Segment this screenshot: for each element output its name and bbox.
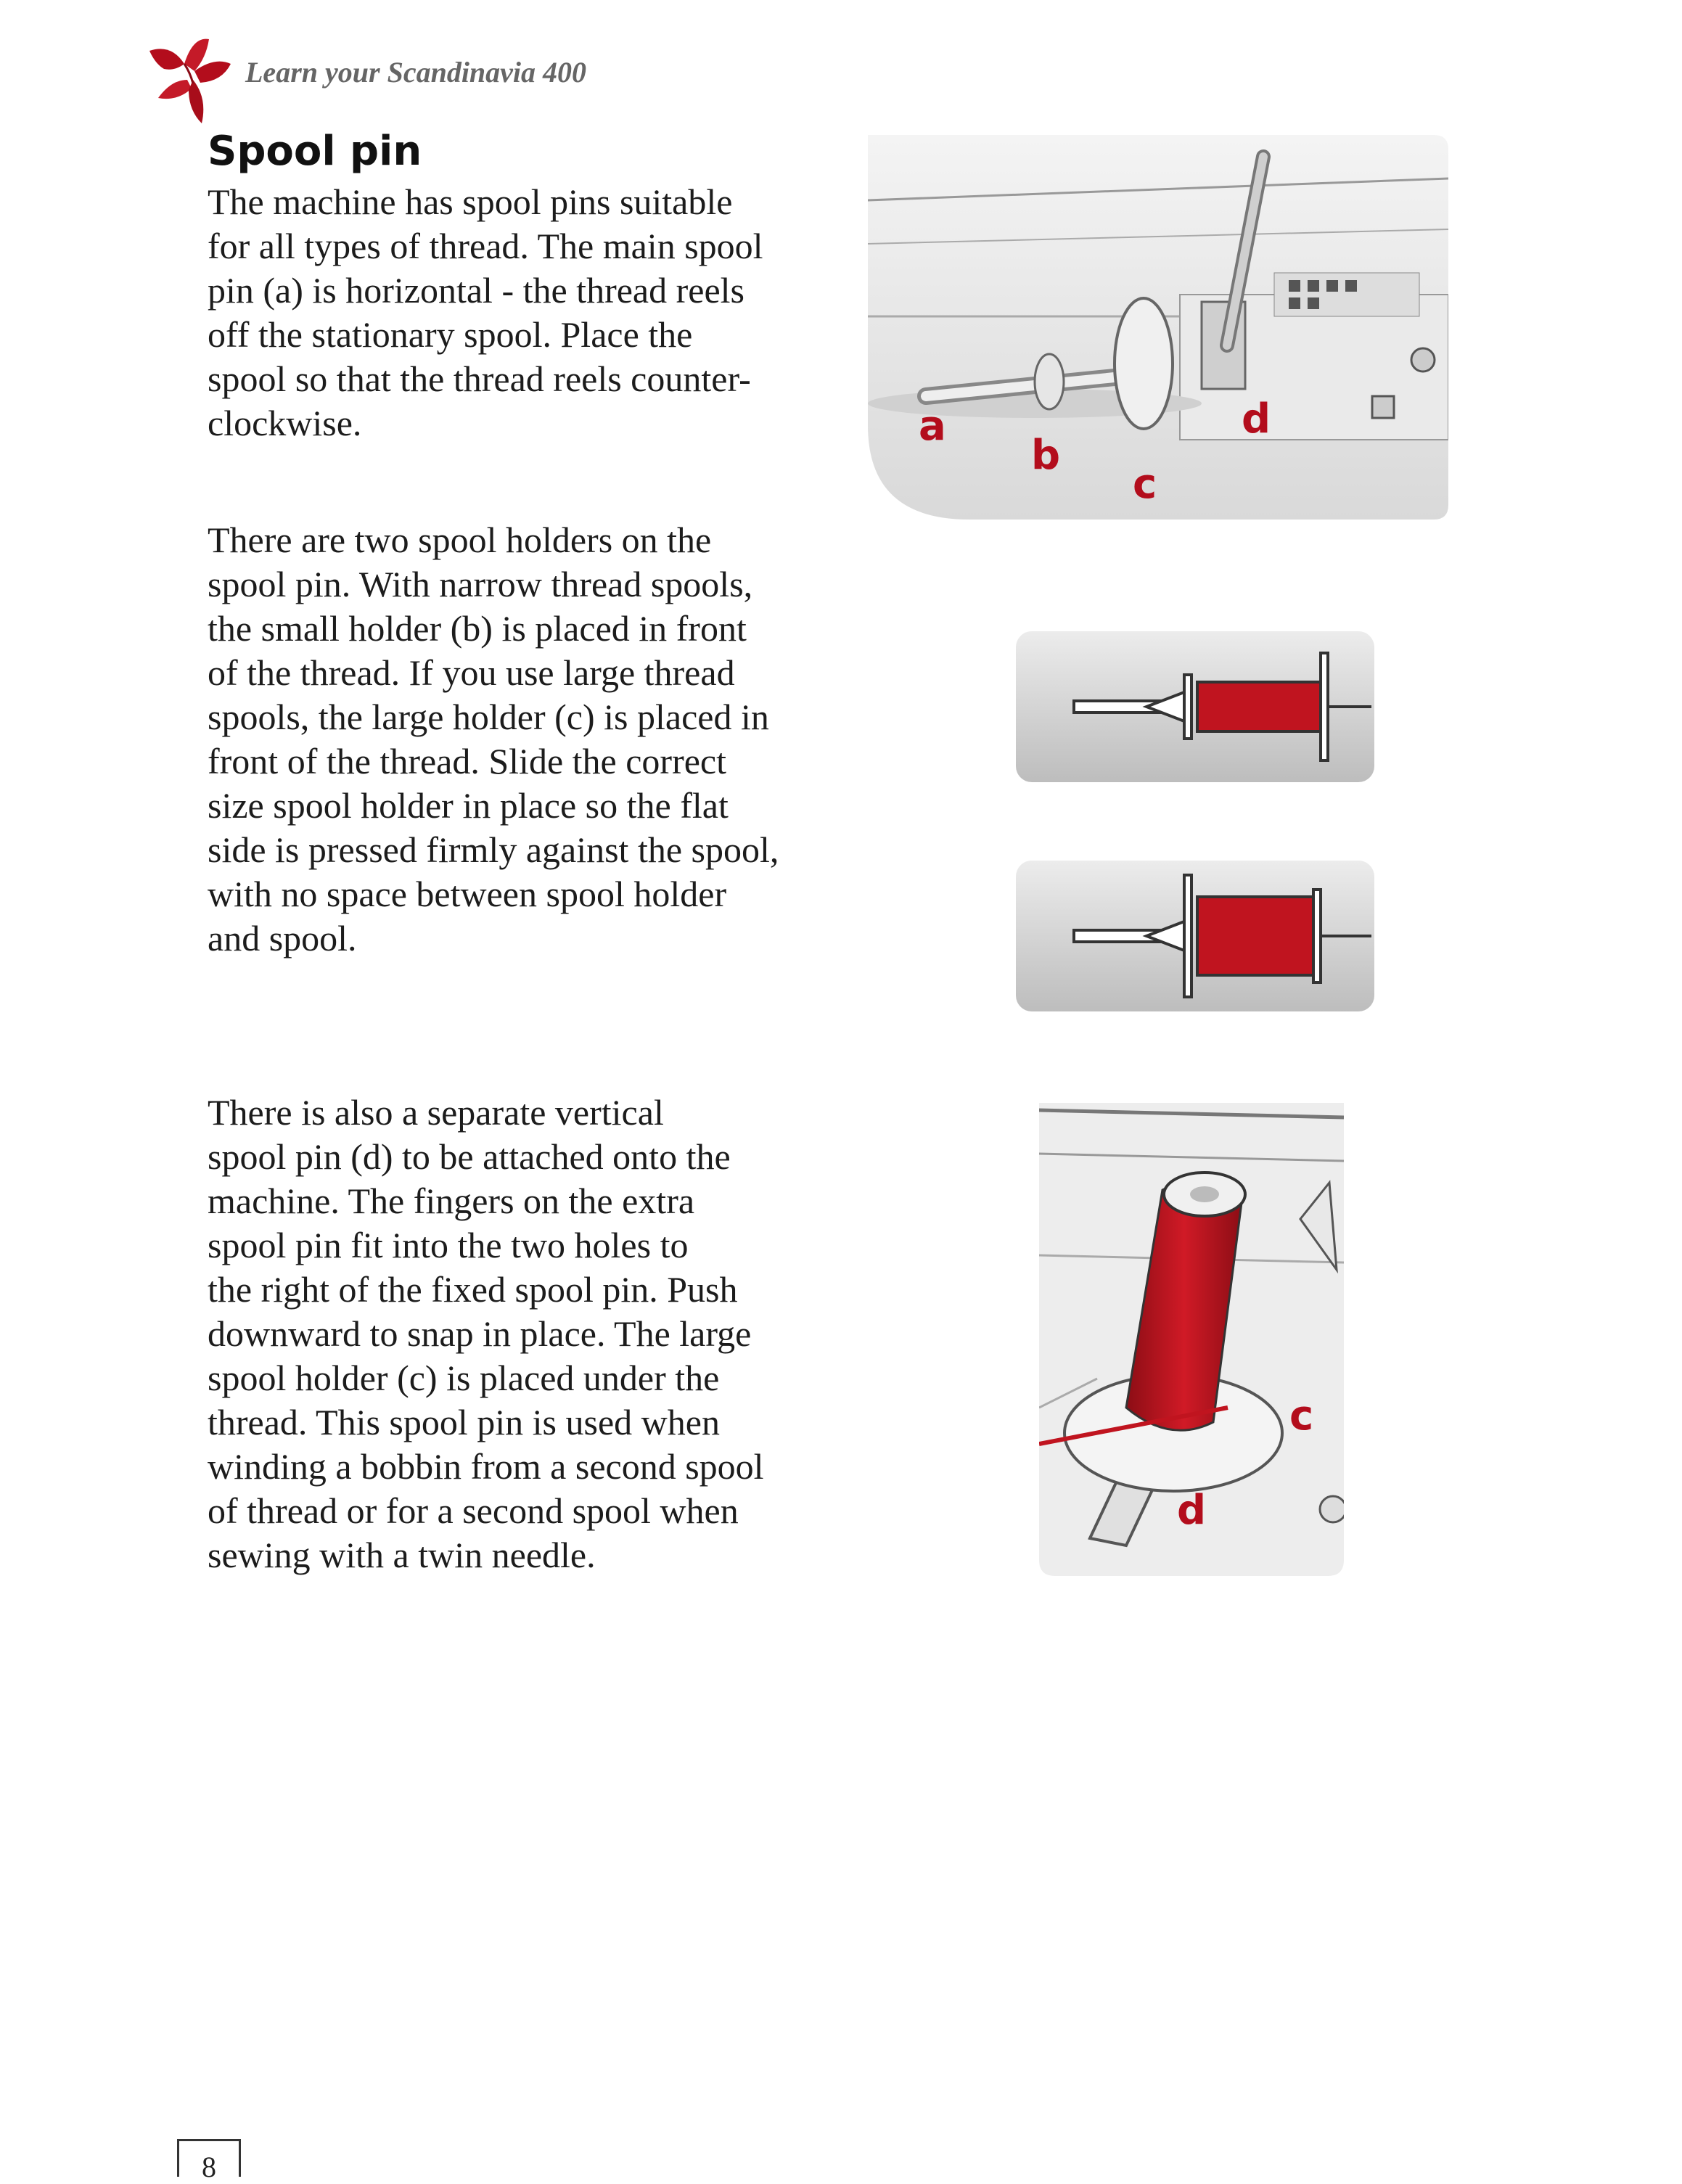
text-line: the right of the fixed spool pin. Push (208, 1269, 738, 1310)
callout-c: c (1133, 461, 1157, 508)
text-line: off the stationary spool. Place the (208, 314, 693, 355)
header-title: Learn your Scandinavia 400 (245, 56, 587, 89)
page-number-box (177, 2139, 241, 2183)
callout-d: d (1242, 395, 1271, 443)
text-line: winding a bobbin from a second spool (208, 1446, 764, 1487)
text-line: thread. This spool pin is used when (208, 1402, 720, 1442)
callout-b: b (1031, 432, 1061, 479)
text-line: clockwise. (208, 403, 362, 443)
text-line: of thread or for a second spool when (208, 1490, 739, 1531)
text-line: the small holder (b) is placed in front (208, 608, 747, 649)
text-line: of the thread. If you use large thread (208, 652, 735, 693)
large-holder-diagram (1016, 861, 1374, 1011)
text-line: with no space between spool holder (208, 874, 727, 914)
machine-spool-pin-illustration (868, 135, 1448, 520)
text-line: pin (a) is horizontal - the thread reels (208, 270, 744, 311)
small-holder-diagram (1016, 631, 1374, 782)
text-line: spool pin fit into the two holes to (208, 1225, 689, 1265)
text-line: side is pressed firmly against the spool, (208, 829, 779, 870)
callout-a: a (919, 403, 946, 450)
vertical-spool-pin-illustration (1039, 1103, 1344, 1576)
text-line: spool holder (c) is placed under the (208, 1358, 720, 1398)
text-line: spool pin. With narrow thread spools, (208, 564, 753, 604)
text-line: machine. The fingers on the extra (208, 1181, 695, 1221)
text-line: sewing with a twin needle. (208, 1535, 596, 1575)
callout-d: d (1177, 1487, 1207, 1534)
text-line: There is also a separate vertical (208, 1092, 664, 1133)
tulip-logo-icon (142, 29, 237, 138)
text-line: The machine has spool pins suitable (208, 181, 733, 222)
paragraph-spool-holders (208, 518, 832, 961)
text-line: and spool. (208, 918, 357, 958)
paragraph-vertical-spool-pin (208, 1091, 832, 1577)
page-number: 8 (202, 2151, 216, 2183)
text-line: size spool holder in place so the flat (208, 785, 729, 826)
paragraph-main-spool-pin (208, 180, 832, 446)
text-line: front of the thread. Slide the correct (208, 741, 726, 781)
section-title: Spool pin (208, 128, 422, 175)
text-line: for all types of thread. The main spool (208, 226, 763, 266)
text-line: spool pin (d) to be attached onto the (208, 1136, 731, 1177)
text-line: downward to snap in place. The large (208, 1313, 752, 1354)
callout-c: c (1289, 1392, 1314, 1440)
text-line: spools, the large holder (c) is placed in (208, 697, 769, 737)
text-line: spool so that the thread reels counter- (208, 358, 751, 399)
text-line: There are two spool holders on the (208, 520, 712, 560)
